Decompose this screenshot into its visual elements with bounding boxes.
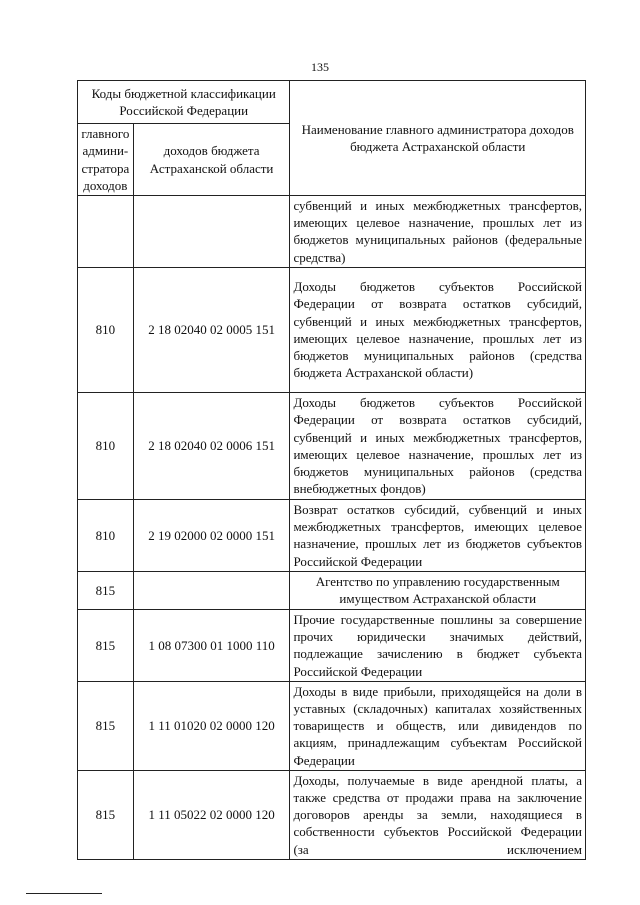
table-row [78,196,586,268]
page-number: 135 [311,60,329,74]
table-header-row [78,81,586,124]
revenue-name-cell: Прочие государственные пошлины за совершение прочих юридически значимых действий, подлежащие зачислению в бюджет субъекта Российской Федерации [290,609,586,681]
revenue-name-cell: Доходы, получаемые в виде арендной платы, а также средства от продажи права на заключение договоров аренды за земли, находящиеся в собственности субъектов Российской Федерации (за исключением [290,770,586,859]
table-row [78,609,586,681]
admin-code-cell: 810 [78,392,134,499]
budget-classification-table [77,80,586,860]
footnote-separator [26,893,102,894]
admin-code-cell: 815 [78,681,134,770]
admin-code-cell: 810 [78,267,134,392]
revenue-name-cell: субвенций и иных межбюджетных трансфертов, имеющих целевое назначение, прошлых лет из бюджетов муниципальных районов (федеральные средства) [290,196,586,268]
revenue-code-cell: 1 11 01020 02 0000 120 [133,681,290,770]
admin-code-cell: 810 [78,499,134,571]
revenue-name-cell: Доходы бюджетов субъектов Российской Федерации от возврата остатков субсидий, субвенций и иных межбюджетных трансфертов, имеющих целевое назначение, прошлых лет из бюджетов муниципальных районов (средства внебюджетных фондов) [290,392,586,499]
revenue-code-cell [133,571,290,609]
header-administrator-name: Наименование главного администратора доходов бюджета Астраханской области [290,81,586,196]
revenue-code-cell: 2 18 02040 02 0005 151 [133,267,290,392]
table-row [78,770,586,859]
revenue-name-cell: Доходы бюджетов субъектов Российской Федерации от возврата остатков субсидий, субвенций и иных межбюджетных трансфертов, имеющих целевое назначение, прошлых лет из бюджетов муниципальных районов (средства бюджета Астраханской области) [290,267,586,392]
revenue-code-cell: 2 19 02000 02 0000 151 [133,499,290,571]
revenue-name-cell: Возврат остатков субсидий, субвенций и иных межбюджетных трансфертов, имеющих целевое назначение, прошлых лет из бюджетов субъектов Российской Федерации [290,499,586,571]
revenue-code-cell: 1 08 07300 01 1000 110 [133,609,290,681]
header-budget-codes: Коды бюджетной классификации Российской Федерации [78,81,290,124]
revenue-code-cell [133,196,290,268]
header-revenue-code: доходов бюджета Астраханской области [133,124,290,196]
revenue-code-cell: 1 11 05022 02 0000 120 [133,770,290,859]
table-row [78,499,586,571]
table-row [78,681,586,770]
revenue-code-cell: 2 18 02040 02 0006 151 [133,392,290,499]
table-row [78,571,586,609]
table-row [78,392,586,499]
admin-code-cell [78,196,134,268]
header-main-administrator: главного админи-стратора доходов [78,124,134,196]
admin-code-cell: 815 [78,770,134,859]
admin-code-cell: 815 [78,609,134,681]
revenue-name-cell: Доходы в виде прибыли, приходящейся на доли в уставных (складочных) капиталах хозяйственных товариществ и обществ, или дивидендов по акциям, принадлежащим субъектам Российской Федерации [290,681,586,770]
admin-code-cell: 815 [78,571,134,609]
administrator-heading-cell: Агентство по управлению государственным имуществом Астраханской области [290,571,586,609]
table-row [78,267,586,392]
